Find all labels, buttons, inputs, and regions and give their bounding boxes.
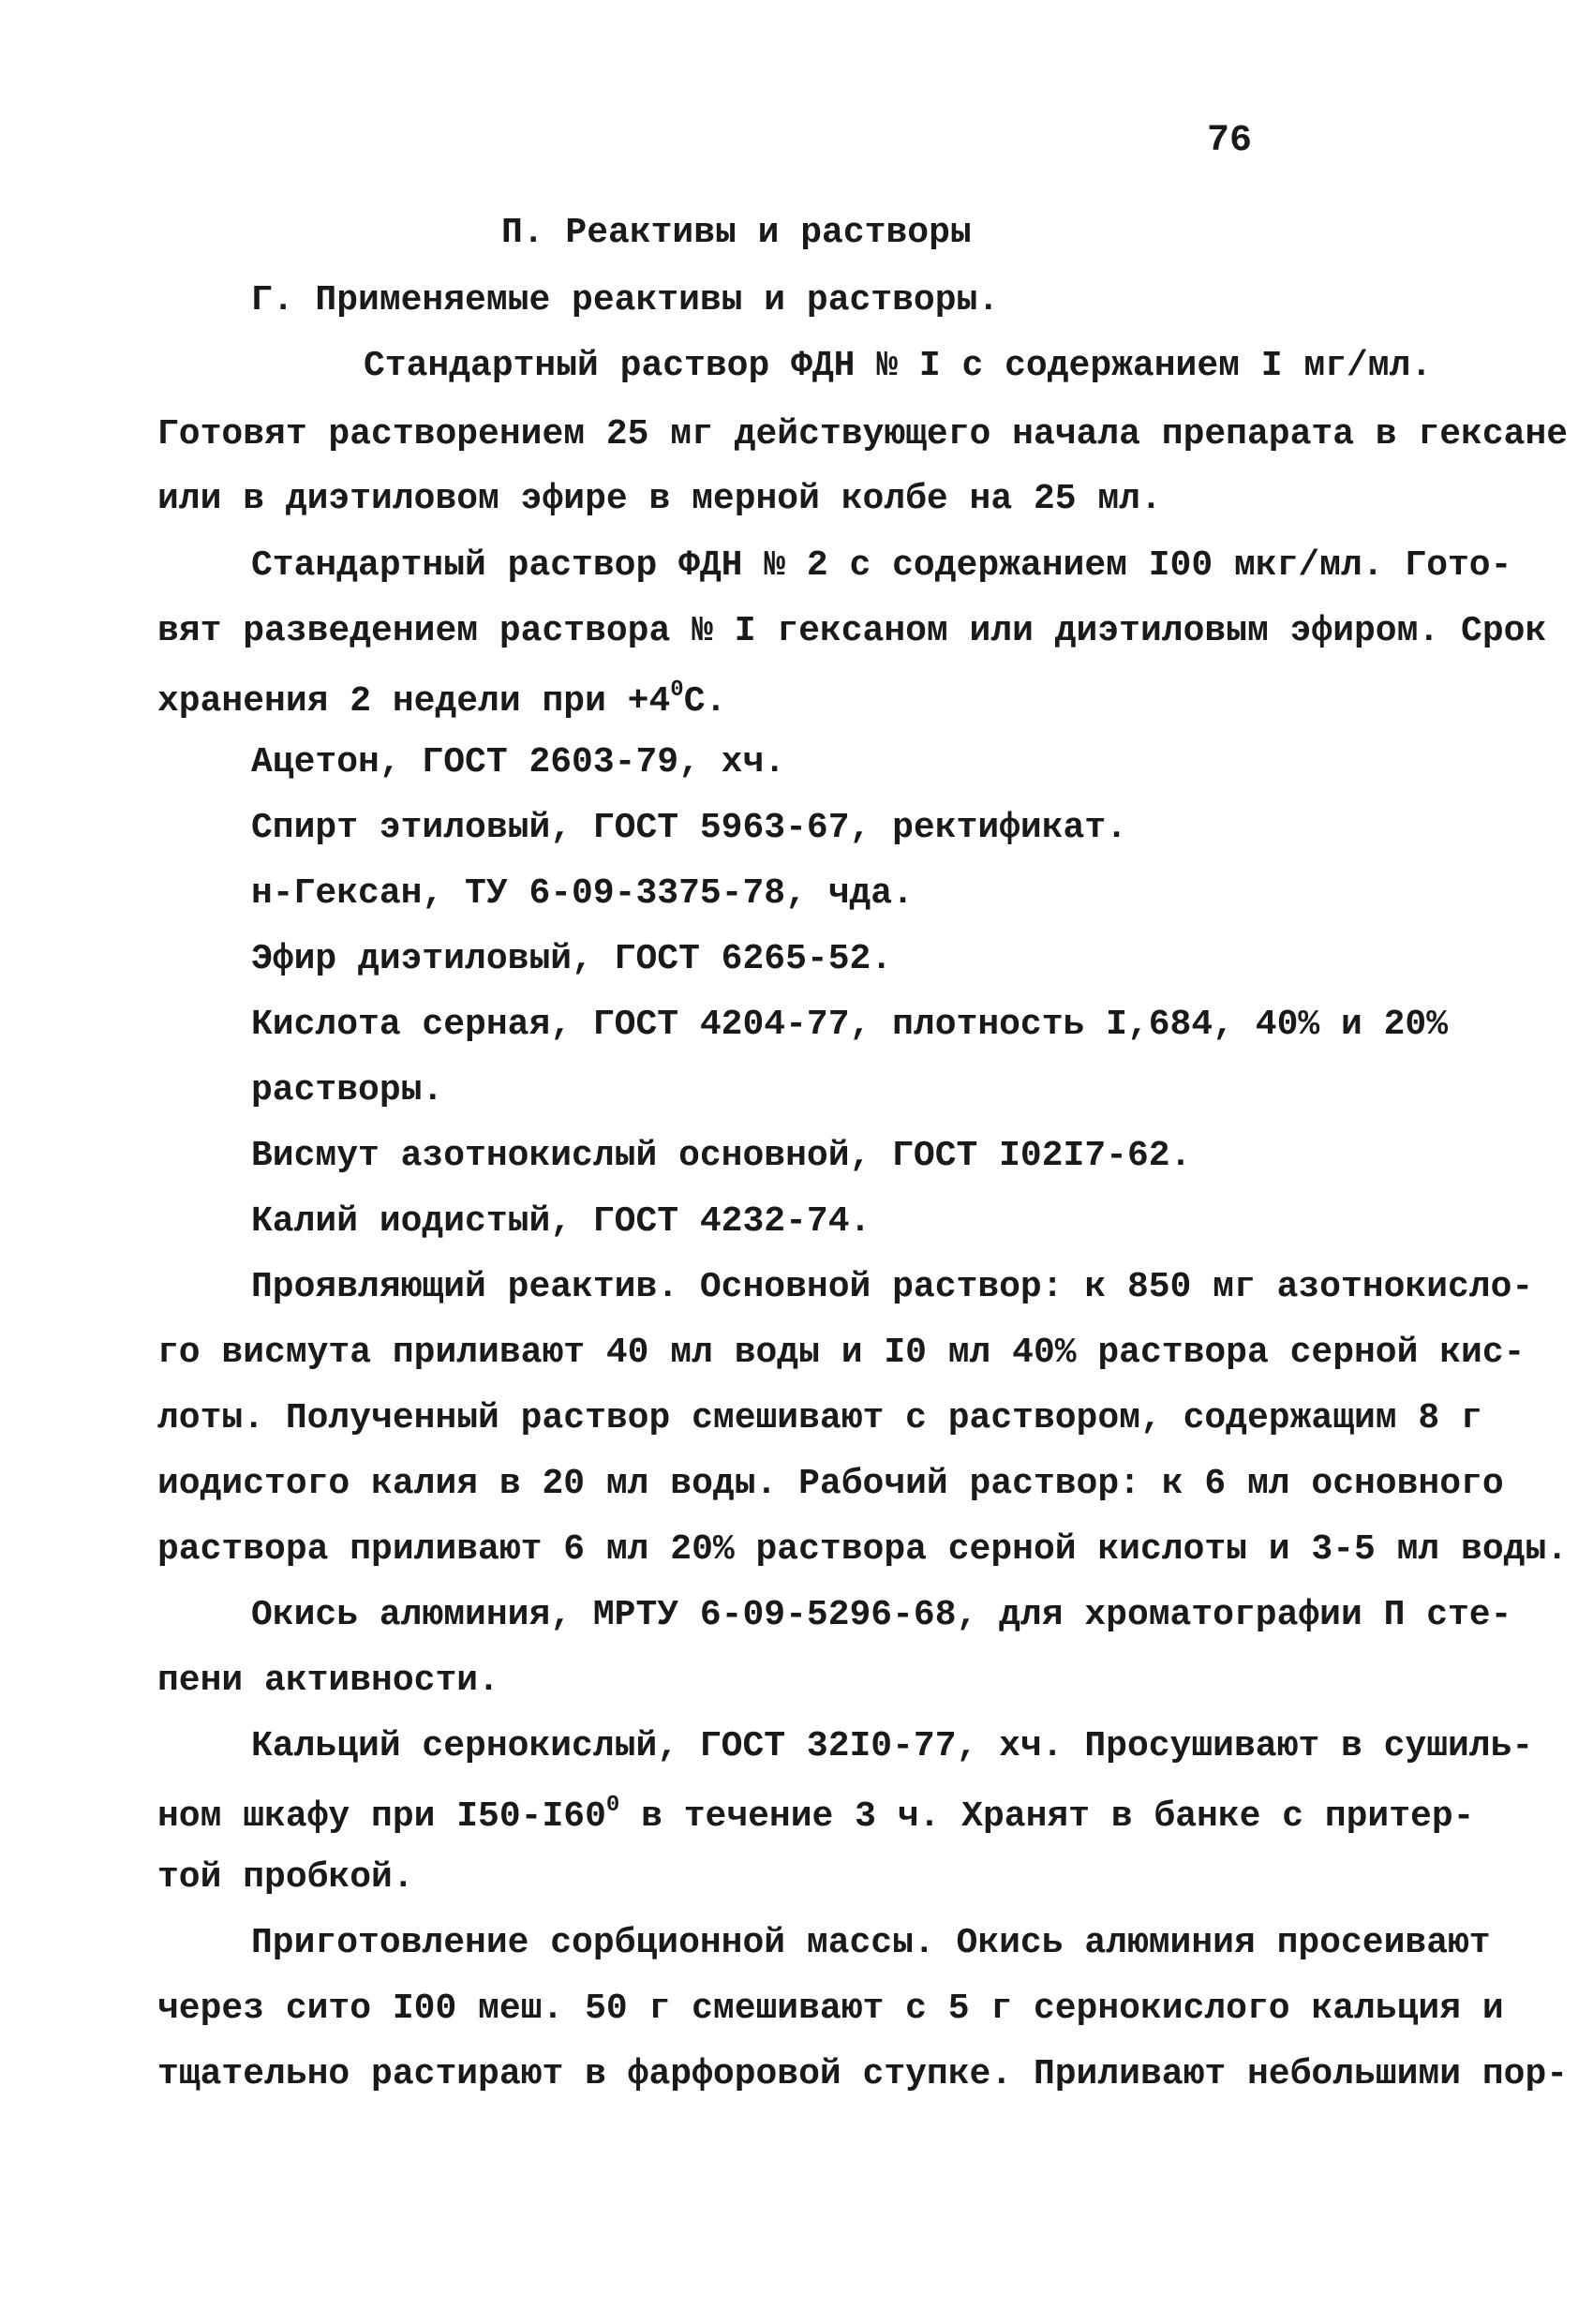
text-line: Эфир диэтиловый, ГОСТ 6265-52. <box>251 939 893 979</box>
text-line: Калий иодистый, ГОСТ 4232-74. <box>251 1201 871 1242</box>
text-line: Готовят растворением 25 мг действующего начала препарата в гексане <box>157 414 1569 454</box>
degree-superscript: 0 <box>670 678 684 703</box>
text-line: лоты. Полученный раствор смешивают с раствором, содержащим 8 г <box>157 1398 1482 1438</box>
degree-superscript: 0 <box>605 1793 620 1818</box>
text-line: тщательно растирают в фарфоровой ступке. Приливают небольшими пор- <box>157 2054 1569 2094</box>
text-line: Кислота серная, ГОСТ 4204-77, плотность I,684, 40% и 20% <box>251 1005 1449 1045</box>
text-line: растворы. <box>251 1070 444 1110</box>
text-line: или в диэтиловом эфире в мерной колбе на 25 мл. <box>157 479 1162 519</box>
text-line: Окись алюминия, МРТУ 6-09-5296-68, для хроматографии П сте- <box>251 1595 1512 1635</box>
text-line: через сито I00 меш. 50 г смешивают с 5 г сернокислого кальция и <box>157 1989 1504 2029</box>
text-line: Стандартный раствор ФДН № 2 с содержанием I00 мкг/мл. Гото- <box>251 545 1512 586</box>
text-line: Проявляющий реактив. Основной раствор: к 850 мг азотнокисло- <box>251 1267 1534 1307</box>
text-line: Ацетон, ГОСТ 2603-79, хч. <box>251 742 786 782</box>
text-line: раствора приливают 6 мл 20% раствора серной кислоты и 3-5 мл воды. <box>157 1529 1569 1570</box>
subsection-title: Г. Применяемые реактивы и растворы. <box>251 280 1000 320</box>
text-line: го висмута приливают 40 мл воды и I0 мл 40% раствора серной кис- <box>157 1333 1526 1373</box>
text-line: Приготовление сорбционной массы. Окись алюминия просеивают <box>251 1923 1491 1963</box>
text-line: н-Гексан, ТУ 6-09-3375-78, чда. <box>251 873 914 914</box>
section-title: П. Реактивы и растворы <box>501 213 972 253</box>
text-line: Стандартный раствор ФДН № I с содержанием I мг/мл. <box>364 346 1433 386</box>
text-line: той пробкой. <box>157 1857 414 1898</box>
text-line: Висмут азотнокислый основной, ГОСТ I02I7-62. <box>251 1136 1192 1176</box>
text-line: вят разведением раствора № I гексаном или диэтиловым эфиром. Срок <box>157 611 1547 651</box>
text-line: Кальций сернокислый, ГОСТ 32I0-77, хч. Просушивают в сушиль- <box>251 1726 1534 1766</box>
text-line: хранения 2 недели при $+4^0С$. <box>157 678 727 722</box>
text-line: иодистого калия в 20 мл воды. Рабочий раствор: к 6 мл основного <box>157 1464 1504 1504</box>
text-line: Спирт этиловый, ГОСТ 5963-67, ректификат. <box>251 808 1127 848</box>
text-line: ном шкафу при $I50-I60^0$ в течение 3 ч. Хранят в банке с притер- <box>157 1793 1475 1837</box>
text-line: пени активности. <box>157 1661 499 1701</box>
page-number: 76 <box>1207 120 1253 162</box>
